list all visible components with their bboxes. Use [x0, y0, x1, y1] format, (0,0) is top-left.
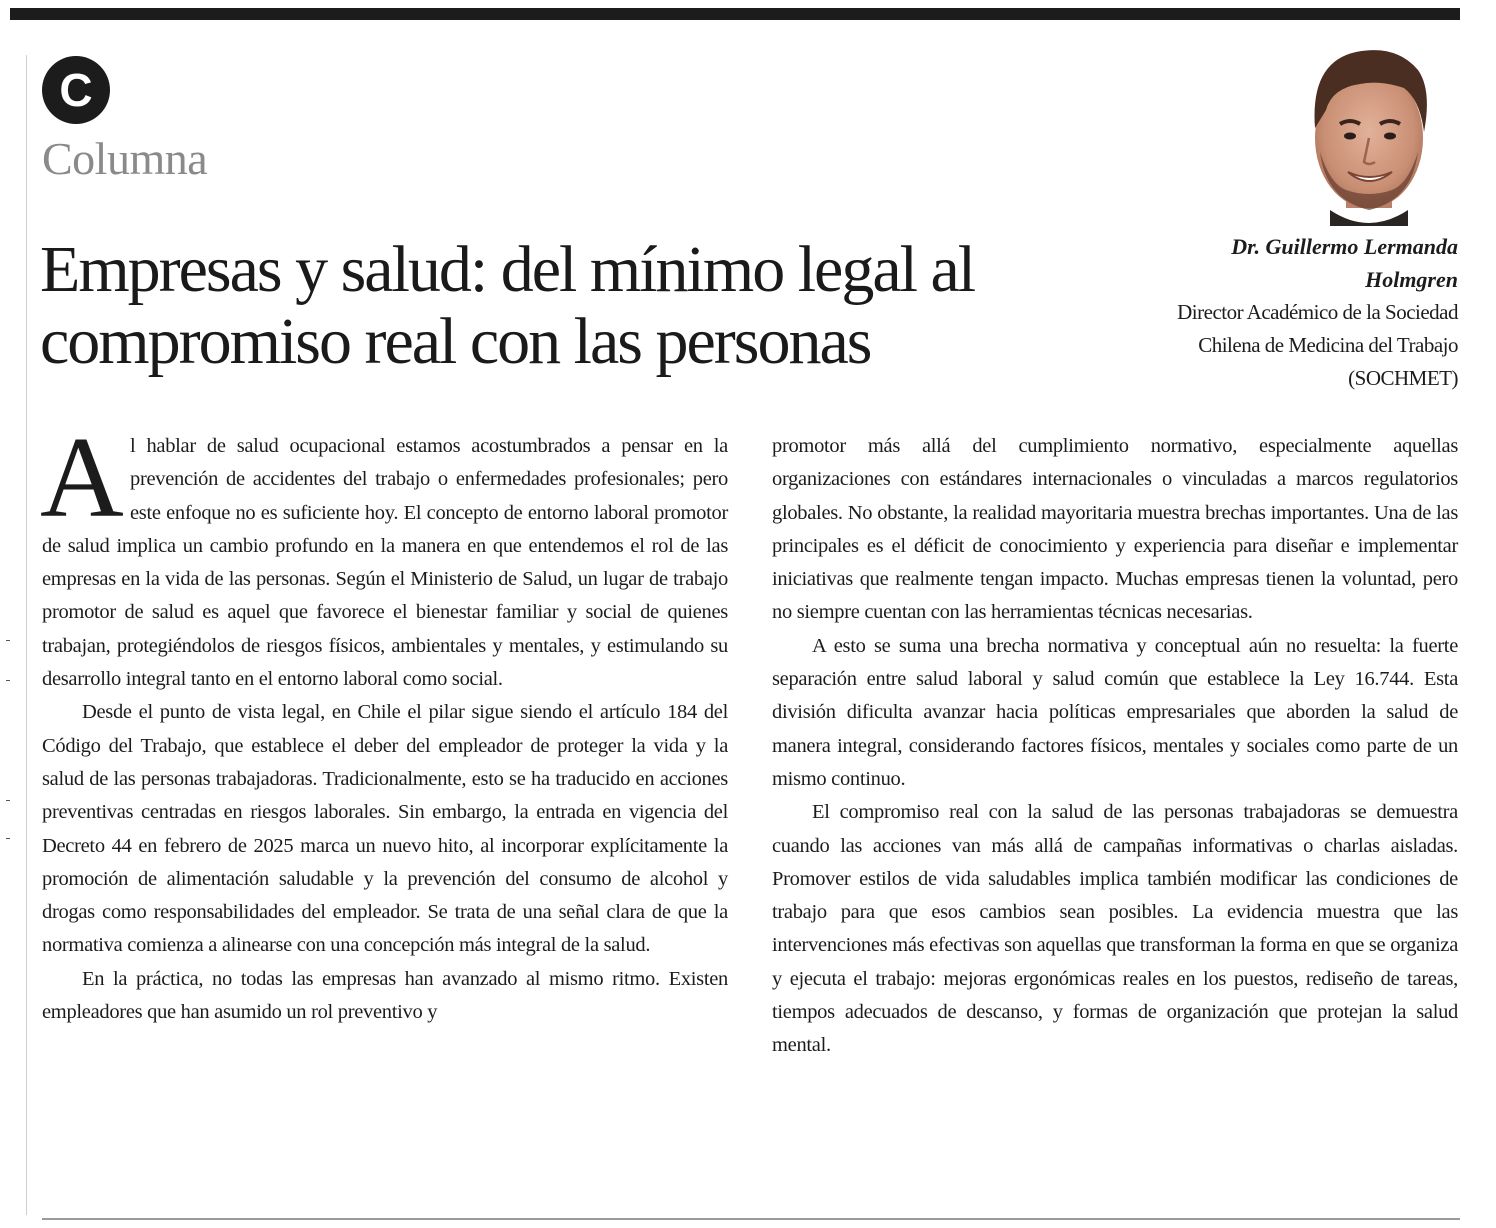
margin-tick: [6, 680, 10, 681]
article-paragraph: Desde el punto de vista legal, en Chile el pilar sigue siendo el artículo 184 del Código del Trabajo, que establece el deber del empleador de proteger la vida y la salud de las personas trabajadoras. Tradicionalmente, esto se ha traducido en acciones preventivas centradas en riesgos laborales. Sin embargo, la entrada en vigencia del Decreto 44 en febrero de 2025 marca un nuevo hito, al incorporar explícitamente la promoción de alimentación saludable y la prevención del consumo de alcohol y drogas como responsabilidades del empleador. Se trata de una señal clara de que la normativa comienza a alinearse con una concepción más integral de la salud.: [42, 701, 728, 957]
paragraph-text: l hablar de salud ocupacional estamos acostumbrados a pensar en la prevención de accidentes del trabajo o enfermedades profesionales; pero este enfoque no es suficiente hoy. El concepto de entorno laboral promotor de salud implica un cambio profundo en la manera en que entendemos el rol de las empresas en la vida de las personas. Según el Ministerio de Salud, un lugar de trabajo promotor de salud es aquel que favorece el bienestar familiar y social de quienes trabajan, protegiéndolos de riesgos físicos, ambientales y mentales, y estimulando su desarrollo integral tanto en el entorno laboral como social.: [42, 435, 728, 691]
author-portrait-photo: [1296, 40, 1442, 226]
section-badge: C: [42, 56, 110, 124]
article-paragraph: En la práctica, no todas las empresas han avanzado al mismo ritmo. Existen empleadores que han asumido un rol preventivo y: [42, 967, 728, 1024]
article-paragraph: promotor más allá del cumplimiento normativo, especialmente aquellas organizaciones con estándares internacionales o vinculadas a marcos regulatorios globales. No obstante, la realidad mayoritaria muestra brechas importantes. Una de las principales es el déficit de conocimiento y experiencia para diseñar e implementar iniciativas que realmente tengan impacto. Muchas empresas tienen la voluntad, pero no siempre cuentan con las herramientas técnicas necesarias.: [772, 435, 1458, 624]
section-label: Columna: [42, 133, 208, 184]
left-margin-rule: [26, 55, 27, 1215]
drop-cap: A: [40, 414, 124, 542]
author-byline: [1098, 230, 1458, 395]
article-column-right: [772, 430, 1458, 1063]
bottom-rule: [42, 1218, 1460, 1220]
article-column-left: [40, 414, 728, 1029]
author-name: Dr. Guillermo Lermanda: [1231, 234, 1458, 259]
author-role: Director Académico de la Sociedad: [1177, 300, 1458, 324]
article-paragraph: El compromiso real con la salud de las personas trabajadoras se demuestra cuando las acciones van más allá de campañas informativas o charlas aisladas. Promover estilos de vida saludables implica también modificar las condiciones de trabajo para que esos cambios sean posibles. La evidencia muestra que las intervenciones más efectivas son aquellas que transforman la forma en que se organiza y ejecuta el trabajo: mejoras ergonómicas reales en los puestos, rediseño de tareas, tiempos adecuados de descanso, y formas de organización que protejan la salud mental.: [772, 801, 1458, 1057]
author-name: Holmgren: [1365, 267, 1458, 292]
headline-line: compromiso real con las personas: [40, 305, 871, 378]
article-paragraph: [40, 414, 728, 696]
author-role: Chilena de Medicina del Trabajo: [1198, 333, 1458, 357]
top-rule: [10, 8, 1460, 20]
headline-line: Empresas y salud: del mínimo legal al: [40, 233, 975, 306]
margin-tick: [6, 800, 10, 801]
article-paragraph: A esto se suma una brecha normativa y conceptual aún no resuelta: la fuerte separación entre salud laboral y salud común que establece la Ley 16.744. Esta división dificulta avanzar hacia políticas empresariales que aborden la salud de manera integral, considerando factores físicos, mentales y sociales como parte de un mismo continuo.: [772, 634, 1458, 790]
author-role: (SOCHMET): [1348, 366, 1458, 390]
margin-tick: [6, 838, 10, 839]
margin-tick: [6, 640, 10, 641]
article-headline: [40, 234, 1120, 378]
